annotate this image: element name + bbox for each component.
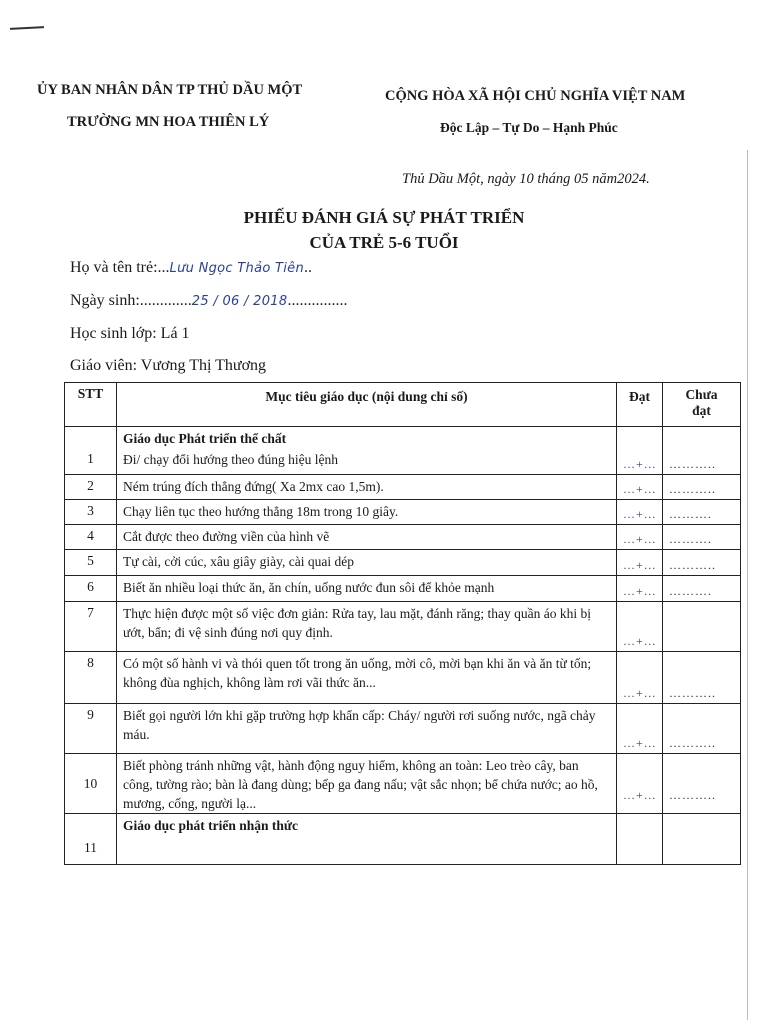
header-chua-dat-line2: đạt bbox=[692, 403, 711, 418]
class-label: Học sinh lớp: Lá 1 bbox=[70, 325, 190, 342]
dat-mark: …+… bbox=[623, 457, 657, 471]
chua-dat-cell bbox=[663, 500, 741, 525]
student-name-value: Lưu Ngọc Thảo Tiên bbox=[169, 261, 305, 276]
dat-mark: …+… bbox=[623, 584, 657, 598]
chua-dat-cell bbox=[663, 602, 741, 652]
dat-cell bbox=[617, 475, 663, 500]
dat-mark: …+… bbox=[623, 788, 657, 802]
row-goal-text: Cắt được theo đường viền của hình vẽ bbox=[123, 529, 330, 544]
row-goal-text: Có một số hành vi và thói quen tốt trong ăn uống, mời cô, mời bạn khi ăn và ăn từ tốn; không đùa nghịch, không làm rơi vãi thức ăn... bbox=[123, 656, 592, 690]
dat-cell bbox=[617, 704, 663, 754]
school-name: TRƯỜNG MN HOA THIÊN LÝ bbox=[67, 114, 270, 130]
form-title-line2: CỦA TRẺ 5-6 TUỔI bbox=[309, 233, 459, 252]
row-stt: 6 bbox=[65, 576, 117, 602]
teacher-label: Giáo viên: Vương Thị Thương bbox=[70, 357, 267, 374]
table-row bbox=[65, 475, 741, 500]
table-row bbox=[65, 602, 741, 652]
header-chua-dat bbox=[663, 383, 741, 427]
table-row bbox=[65, 652, 741, 704]
chua-dat-cell bbox=[663, 652, 741, 704]
row-goal-text: Biết gọi người lớn khi gặp trường hợp khẩn cấp: Cháy/ người rơi suống nước, ngã chảy máu. bbox=[123, 708, 596, 742]
table-row bbox=[65, 427, 741, 475]
row-goal-text: Đi/ chạy đổi hướng theo đúng hiệu lệnh bbox=[123, 452, 339, 467]
row-goal-text: Biết ăn nhiều loại thức ăn, ăn chín, uống nước đun sôi để khỏe mạnh bbox=[123, 580, 495, 595]
dat-cell bbox=[617, 602, 663, 652]
chua-dat-blank: ……….. bbox=[669, 788, 716, 802]
row-stt: 11 bbox=[65, 814, 117, 865]
row-stt: 7 bbox=[65, 602, 117, 652]
table-row bbox=[65, 525, 741, 550]
chua-dat-blank: ………. bbox=[669, 584, 712, 598]
row-goal-text: Thực hiện được một số việc đơn giản: Rửa tay, lau mặt, đánh răng; thay quần áo khi bị ướt, bẩn; đi vệ sinh đúng nơi quy định. bbox=[123, 606, 591, 640]
dat-mark: …+… bbox=[623, 532, 657, 546]
row-goal-text: Chạy liên tục theo hướng thẳng 18m trong 10 giây. bbox=[123, 504, 399, 519]
table-row bbox=[65, 704, 741, 754]
chua-dat-blank: ……….. bbox=[669, 686, 716, 700]
row-stt: 3 bbox=[65, 500, 117, 525]
dat-cell bbox=[617, 550, 663, 576]
table-row bbox=[65, 550, 741, 576]
dat-mark: …+… bbox=[623, 482, 657, 496]
date-line: Thủ Dầu Một, ngày 10 tháng 05 năm2024. bbox=[402, 171, 650, 187]
table-header-row bbox=[65, 383, 741, 427]
authority-name: ỦY BAN NHÂN DÂN TP THỦ DẦU MỘT bbox=[37, 82, 303, 98]
chua-dat-blank: ………. bbox=[669, 532, 712, 546]
header-dat: Đạt bbox=[617, 383, 663, 427]
dob-label: Ngày sinh: bbox=[70, 292, 140, 309]
table-row bbox=[65, 754, 741, 814]
national-motto: Độc Lập – Tự Do – Hạnh Phúc bbox=[440, 120, 618, 135]
row-content bbox=[117, 427, 617, 475]
row-stt: 10 bbox=[65, 754, 117, 814]
row-stt: 5 bbox=[65, 550, 117, 576]
student-name-row: Họ và tên trẻ:...Lưu Ngọc Thảo Tiên.. bbox=[70, 259, 313, 276]
header-chua-dat-line1: Chưa bbox=[685, 387, 718, 402]
chua-dat-cell bbox=[663, 525, 741, 550]
row-stt: 9 bbox=[65, 704, 117, 754]
table-row bbox=[65, 814, 741, 865]
dat-mark: …+… bbox=[623, 558, 657, 572]
row-stt: 1 bbox=[65, 427, 117, 475]
dat-mark: …+… bbox=[623, 686, 657, 700]
chua-dat-blank: ……….. bbox=[669, 736, 716, 750]
chua-dat-cell bbox=[663, 475, 741, 500]
chua-dat-cell bbox=[663, 550, 741, 576]
row-stt: 2 bbox=[65, 475, 117, 500]
section-title-cognitive: Giáo dục phát triển nhận thức bbox=[123, 818, 299, 833]
table-row bbox=[65, 576, 741, 602]
row-goal-text: Tự cài, cởi cúc, xâu giây giày, cài quai dép bbox=[123, 554, 354, 569]
chua-dat-blank: ………. bbox=[669, 507, 712, 521]
header-stt: STT bbox=[65, 383, 117, 427]
chua-dat-cell bbox=[663, 427, 741, 475]
dat-cell bbox=[617, 427, 663, 475]
chua-dat-cell bbox=[663, 704, 741, 754]
student-name-label: Họ và tên trẻ: bbox=[70, 259, 158, 276]
form-title-line1: PHIẾU ĐÁNH GIÁ SỰ PHÁT TRIỂN bbox=[243, 208, 525, 227]
dat-cell bbox=[617, 652, 663, 704]
dat-cell bbox=[617, 525, 663, 550]
scan-edge-line bbox=[747, 150, 748, 1020]
row-goal-text: Ném trúng đích thẳng đứng( Xa 2mx cao 1,5m). bbox=[123, 479, 384, 494]
dat-cell bbox=[617, 814, 663, 865]
dat-mark: …+… bbox=[623, 736, 657, 750]
table-row bbox=[65, 500, 741, 525]
row-goal-text: Biết phòng tránh những vật, hành động nguy hiểm, không an toàn: Leo trèo cây, ban công, tường rào; bàn là đang dùng; bếp ga đang nấu; vật sắc nhọn; bể chứa nước; ao hồ, mương, cống, người lạ... bbox=[123, 758, 598, 811]
row-stt: 8 bbox=[65, 652, 117, 704]
dob-row: Ngày sinh:.............25 / 06 / 2018............... bbox=[70, 292, 348, 309]
chua-dat-blank: ……….. bbox=[669, 482, 716, 496]
dat-cell bbox=[617, 754, 663, 814]
row-stt: 4 bbox=[65, 525, 117, 550]
dob-value: 25 / 06 / 2018 bbox=[191, 294, 288, 309]
chua-dat-cell bbox=[663, 814, 741, 865]
chua-dat-blank: ……….. bbox=[669, 457, 716, 471]
national-title: CỘNG HÒA XÃ HỘI CHỦ NGHĨA VIỆT NAM bbox=[385, 88, 686, 104]
chua-dat-cell bbox=[663, 576, 741, 602]
scan-mark bbox=[10, 26, 44, 30]
dat-cell bbox=[617, 500, 663, 525]
dat-mark: …+… bbox=[623, 634, 657, 648]
dat-cell bbox=[617, 576, 663, 602]
evaluation-table bbox=[64, 382, 741, 865]
header-goal: Mục tiêu giáo dục (nội dung chỉ số) bbox=[117, 383, 617, 427]
chua-dat-blank: ……….. bbox=[669, 558, 716, 572]
dat-mark: …+… bbox=[623, 507, 657, 521]
chua-dat-cell bbox=[663, 754, 741, 814]
section-title-physical: Giáo dục Phát triển thể chất bbox=[123, 431, 287, 446]
